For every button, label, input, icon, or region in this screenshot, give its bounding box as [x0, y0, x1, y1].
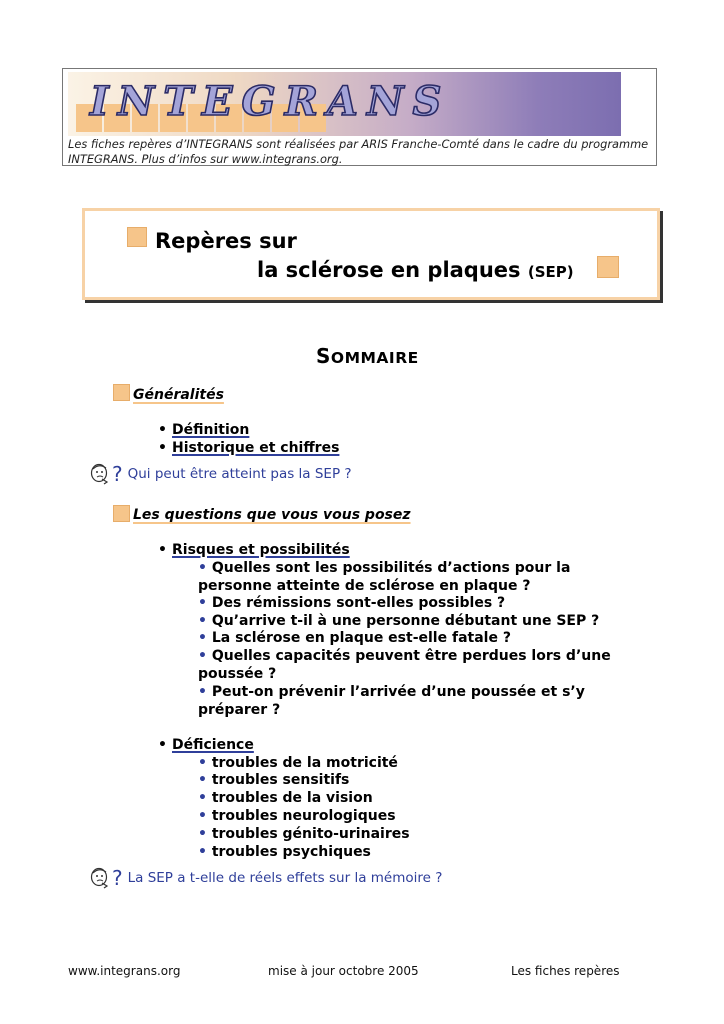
toc-item-historique[interactable]: • Historique et chiffres — [158, 440, 340, 456]
sub-item[interactable]: • troubles de la motricité — [198, 755, 398, 771]
orange-square-icon — [597, 256, 619, 278]
title-main: la sclérose en plaques — [257, 258, 521, 282]
sub-item[interactable]: • troubles génito-urinaires — [198, 826, 410, 842]
sub-item[interactable]: • Quelles sont les possibilités d’actions pour la personne atteinte de sclérose en plaque ? — [198, 560, 571, 594]
sub-item[interactable]: • troubles psychiques — [198, 844, 371, 860]
toc-item-risques[interactable]: • Risques et possibilités — [158, 542, 350, 558]
sub-item[interactable]: • Qu’arrive t-il à une personne débutant une SEP ? — [198, 613, 600, 629]
footer-series-name: Les fiches repères — [511, 964, 620, 978]
integrans-logo: INTEGRANS — [90, 78, 451, 125]
sommaire-heading: SOMMAIRE — [316, 344, 419, 368]
orange-square-icon — [113, 505, 130, 522]
section-title-generalites[interactable]: Généralités — [133, 387, 224, 403]
header-caption: Les fiches repères d’INTEGRANS sont réalisées par ARIS Franche-Comté dans le cadre du programme INTEGRANS. Plus d’infos sur www.integrans.org. — [68, 137, 649, 166]
question-item[interactable]: ? Qui peut être atteint pas la SEP ? — [90, 462, 352, 486]
title-abbreviation: (SEP) — [527, 263, 574, 281]
toc-item-definition[interactable]: • Définition — [158, 422, 250, 438]
orange-square-icon — [127, 227, 147, 247]
sub-item[interactable]: • Quelles capacités peuvent être perdues lors d’une poussée ? — [198, 648, 611, 682]
toc-item-deficience[interactable]: • Déficience — [158, 737, 254, 753]
sub-item[interactable]: • Peut-on prévenir l’arrivée d’une poussée et s’y préparer ? — [198, 684, 585, 718]
header-box — [62, 68, 657, 166]
footer-website[interactable]: www.integrans.org — [68, 964, 181, 978]
sub-item[interactable]: • La sclérose en plaque est-elle fatale ? — [198, 630, 511, 646]
question-item[interactable]: ? La SEP a t-elle de réels effets sur la mémoire ? — [90, 866, 442, 890]
sub-item[interactable]: • troubles neurologiques — [198, 808, 396, 824]
sub-item[interactable]: • Des rémissions sont-elles possibles ? — [198, 595, 506, 611]
sub-item[interactable]: • troubles de la vision — [198, 790, 373, 806]
thinking-face-icon — [90, 463, 110, 485]
section-title-questions[interactable]: Les questions que vous vous posez — [133, 507, 411, 523]
orange-square-icon — [113, 384, 130, 401]
footer-update-date: mise à jour octobre 2005 — [268, 964, 419, 978]
title-line-2 — [257, 258, 574, 282]
sub-item[interactable]: • troubles sensitifs — [198, 772, 350, 788]
title-line-1: Repères sur — [155, 229, 297, 253]
question-text[interactable]: La SEP a t-elle de réels effets sur la mémoire ? — [127, 870, 443, 886]
integrans-banner — [68, 72, 621, 136]
thinking-face-icon — [90, 867, 110, 889]
title-box — [82, 208, 660, 300]
question-text[interactable]: Qui peut être atteint pas la SEP ? — [127, 466, 352, 482]
